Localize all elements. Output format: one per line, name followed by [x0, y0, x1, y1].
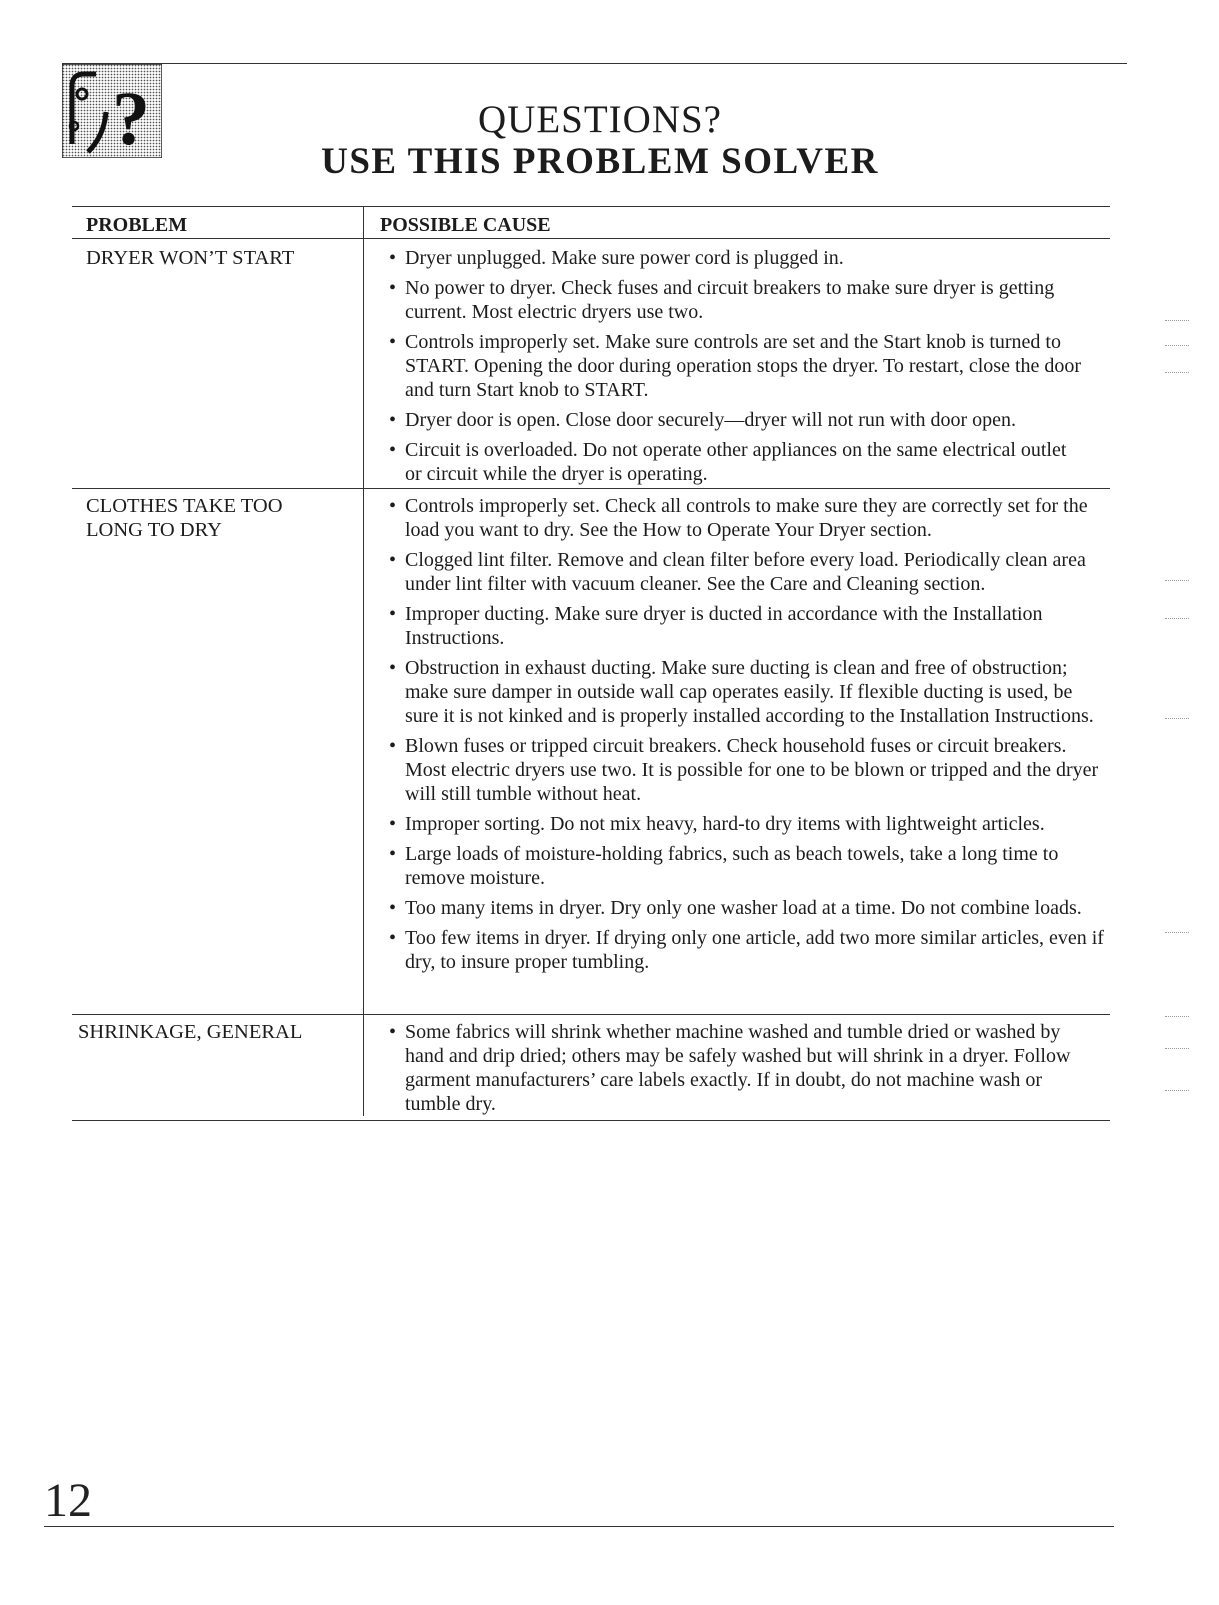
column-divider	[363, 206, 364, 1116]
cause-list	[388, 246, 1088, 492]
question-face-logo-icon	[62, 64, 162, 158]
title-problem-solver: USE THIS PROBLEM SOLVER	[321, 141, 879, 182]
header-rule	[72, 238, 1110, 239]
cause-item: • Controls improperly set. Check all controls to make sure they are correctly set for the load you want to dry. See the How to Operate Your Dryer section.	[388, 494, 1110, 542]
cause-list	[388, 494, 1110, 980]
row-rule	[72, 1014, 1110, 1015]
cause-item: • Circuit is overloaded. Do not operate other appliances on the same electrical outlet or circuit while the dryer is operating.	[388, 438, 1088, 486]
cause-item: • Controls improperly set. Make sure controls are set and the Start knob is turned to START. Opening the door during operation stops the dryer. To restart, close the door and turn Start knob to START.	[388, 330, 1088, 402]
cause-item: • No power to dryer. Check fuses and circuit breakers to make sure dryer is getting current. Most electric dryers use two.	[388, 276, 1088, 324]
top-rule	[62, 63, 1127, 64]
cause-item: • Large loads of moisture-holding fabrics, such as beach towels, take a long time to remove moisture.	[388, 842, 1110, 890]
margin-scan-marks	[1165, 300, 1205, 1150]
table-bottom-rule	[72, 1120, 1110, 1121]
cause-item: • Dryer unplugged. Make sure power cord is plugged in.	[388, 246, 1088, 270]
page-title	[250, 100, 950, 180]
table-top-rule	[72, 206, 1110, 207]
cause-item: • Blown fuses or tripped circuit breakers. Check household fuses or circuit breakers. Most electric dryers use two. It is possible for one to be blown or tripped and the dryer will still tumble without heat.	[388, 734, 1110, 806]
cause-item: • Improper sorting. Do not mix heavy, hard-to dry items with lightweight articles.	[388, 812, 1110, 836]
problem-label: DRYER WON’T START	[86, 247, 295, 269]
cause-item: • Too many items in dryer. Dry only one washer load at a time. Do not combine loads.	[388, 896, 1110, 920]
cause-item: • Obstruction in exhaust ducting. Make sure ducting is clean and free of obstruction; make sure damper in outside wall cap operates easily. If flexible ducting is used, be sure it is not kinked and is properly installed according to the Installation Instructions.	[388, 656, 1110, 728]
svg-text:?: ?	[112, 77, 150, 158]
column-header-possible-cause: POSSIBLE CAUSE	[380, 214, 551, 236]
column-header-problem: PROBLEM	[86, 214, 188, 236]
cause-list	[388, 1020, 1093, 1122]
cause-item: • Dryer door is open. Close door securely—dryer will not run with door open.	[388, 408, 1088, 432]
problem-label: CLOTHES TAKE TOO LONG TO DRY	[86, 495, 283, 541]
problem-label: SHRINKAGE, GENERAL	[78, 1021, 303, 1043]
cause-item: • Clogged lint filter. Remove and clean filter before every load. Periodically clean area under lint filter with vacuum cleaner. See the Care and Cleaning section.	[388, 548, 1110, 596]
cause-item: • Too few items in dryer. If drying only one article, add two more similar articles, even if dry, to insure proper tumbling.	[388, 926, 1110, 974]
row-rule	[72, 488, 1110, 489]
bottom-rule	[44, 1526, 1114, 1527]
cause-item: • Some fabrics will shrink whether machine washed and tumble dried or washed by hand and drip dried; others may be safely washed but will shrink in a dryer. Follow garment manufacturers’ care labels exactly. If in doubt, do not machine wash or tumble dry.	[388, 1020, 1093, 1116]
page-number: 12	[44, 1474, 92, 1527]
cause-item: • Improper ducting. Make sure dryer is ducted in accordance with the Installation Instructions.	[388, 602, 1110, 650]
title-questions: QUESTIONS?	[478, 98, 722, 141]
